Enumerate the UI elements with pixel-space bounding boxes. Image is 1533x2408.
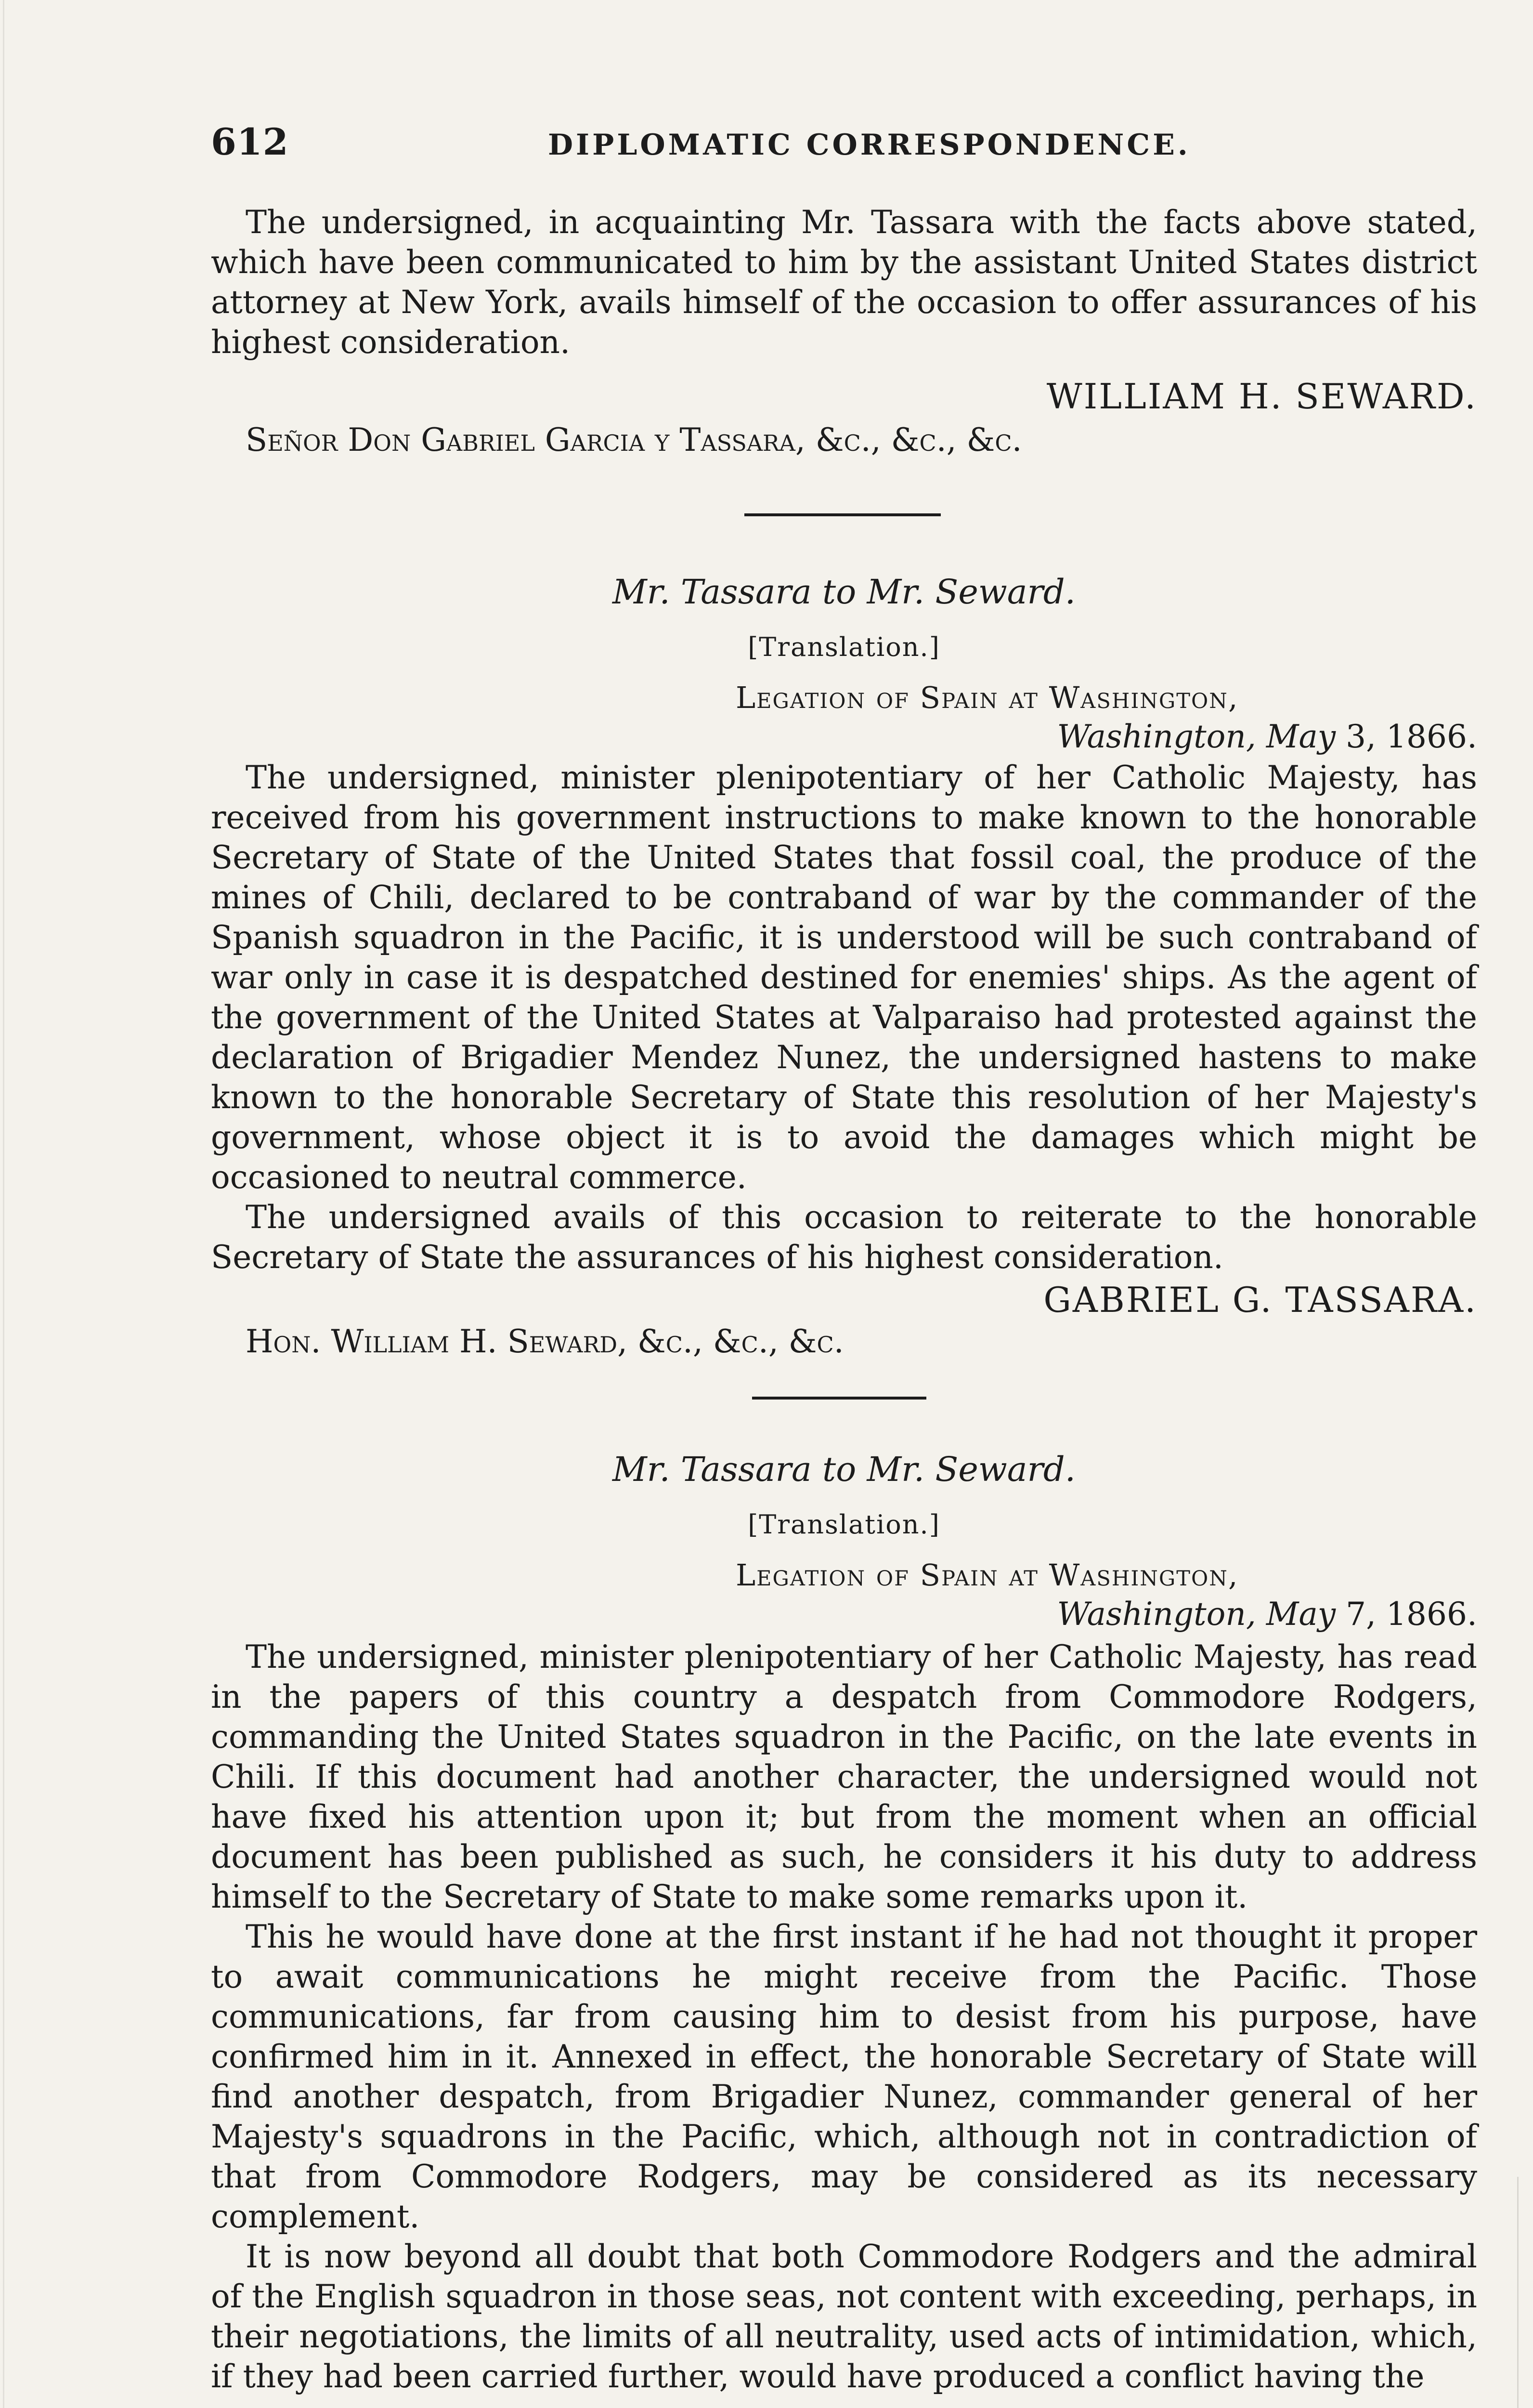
letter-2-date-place: Washington, May: [1057, 718, 1336, 755]
letter-2-heading: Mr. Tassara to Mr. Seward.: [612, 572, 1076, 612]
letter-2-signature: GABRIEL G. TASSARA.: [1043, 1280, 1477, 1320]
letter-3-legation: Legation of Spain at Washington,: [736, 1557, 1239, 1593]
letter-2-date: 3, 1866.: [1346, 718, 1477, 755]
section-divider: [744, 513, 941, 516]
letter-2-addressee: Hon. William H. Seward, &c., &c., &c.: [246, 1323, 844, 1360]
letter-3-date-place: Washington, May: [1057, 1596, 1336, 1633]
letter-3-paragraph: It is now beyond all doubt that both Commodore Rodgers and the admiral of the English squadron in those seas, not content with exceeding, perhaps, in their negotiations, the limits of all neutrality, used acts of intimidation, which, if they had been carried further, would have produced a conflict having the: [211, 2238, 1477, 2395]
letter-3-translation-note: [Translation.]: [748, 1509, 940, 1540]
letter-1-addressee: Señor Don Gabriel Garcia y Tassara, &c., &c., &c.: [246, 421, 1022, 458]
letter-1-signature: WILLIAM H. SEWARD.: [1046, 376, 1477, 417]
letter-3-dateline: [211, 1595, 1477, 1634]
letter-2-legation: Legation of Spain at Washington,: [736, 680, 1239, 715]
letter-2-translation-note: [Translation.]: [748, 632, 940, 662]
letter-2: [211, 572, 1477, 1362]
section-divider: [752, 1397, 926, 1400]
letter-1-paragraph: The undersigned, in acquainting Mr. Tassara with the facts above stated, which have been communicated to him by the assistant United States district attorney at New York, avails himself of the occasion to offer assurances of his highest consideration.: [211, 204, 1477, 361]
letter-1: [211, 202, 1477, 460]
letter-3-date: 7, 1866.: [1346, 1596, 1477, 1633]
letter-2-paragraph: The undersigned avails of this occasion to reiterate to the honorable Secretary of State the assurances of his highest consideration.: [211, 1199, 1477, 1276]
page-edge: [1517, 2177, 1519, 2408]
letter-3-heading: Mr. Tassara to Mr. Seward.: [612, 1450, 1076, 1489]
page-edge: [3, 0, 4, 2408]
letter-2-dateline: [211, 717, 1477, 757]
page-number: 612: [211, 120, 289, 163]
page-header: [211, 120, 1477, 178]
running-title: DIPLOMATIC CORRESPONDENCE.: [548, 128, 1191, 162]
letter-3: [211, 1450, 1477, 2396]
letter-3-paragraph: The undersigned, minister plenipotentiary of her Catholic Majesty, has read in the papers of this country a despatch from Commodore Rodgers, commanding the United States squadron in the Pacific, on the late events in Chili. If this document had another character, the undersigned would not have fixed his attention upon it; but from the moment when an official document has been published as such, he considers it his duty to address himself to the Secretary of State to make some remarks upon it.: [211, 1638, 1477, 1915]
letter-3-paragraph: This he would have done at the first instant if he had not thought it proper to await communications he might receive from the Pacific. Those communications, far from causing him to desist from his purpose, have confirmed him in it. Annexed in effect, the honorable Secretary of State will find another despatch, from Brigadier Nunez, commander general of her Majesty's squadrons in the Pacific, which, although not in contradiction of that from Commodore Rodgers, may be considered as its necessary complement.: [211, 1918, 1477, 2235]
letter-2-paragraph: The undersigned, minister plenipotentiary of her Catholic Majesty, has received from his government instructions to make known to the honorable Secretary of State of the United States that fossil coal, the produce of the mines of Chili, declared to be contraband of war by the commander of the Spanish squadron in the Pacific, it is understood will be such contraband of war only in case it is despatched destined for enemies' ships. As the agent of the government of the United States at Valparaiso had protested against the declaration of Brigadier Mendez Nunez, the undersigned hastens to make known to the honorable Secretary of State this resolution of her Majesty's government, whose object it is to avoid the damages which might be occasioned to neutral commerce.: [211, 759, 1477, 1196]
